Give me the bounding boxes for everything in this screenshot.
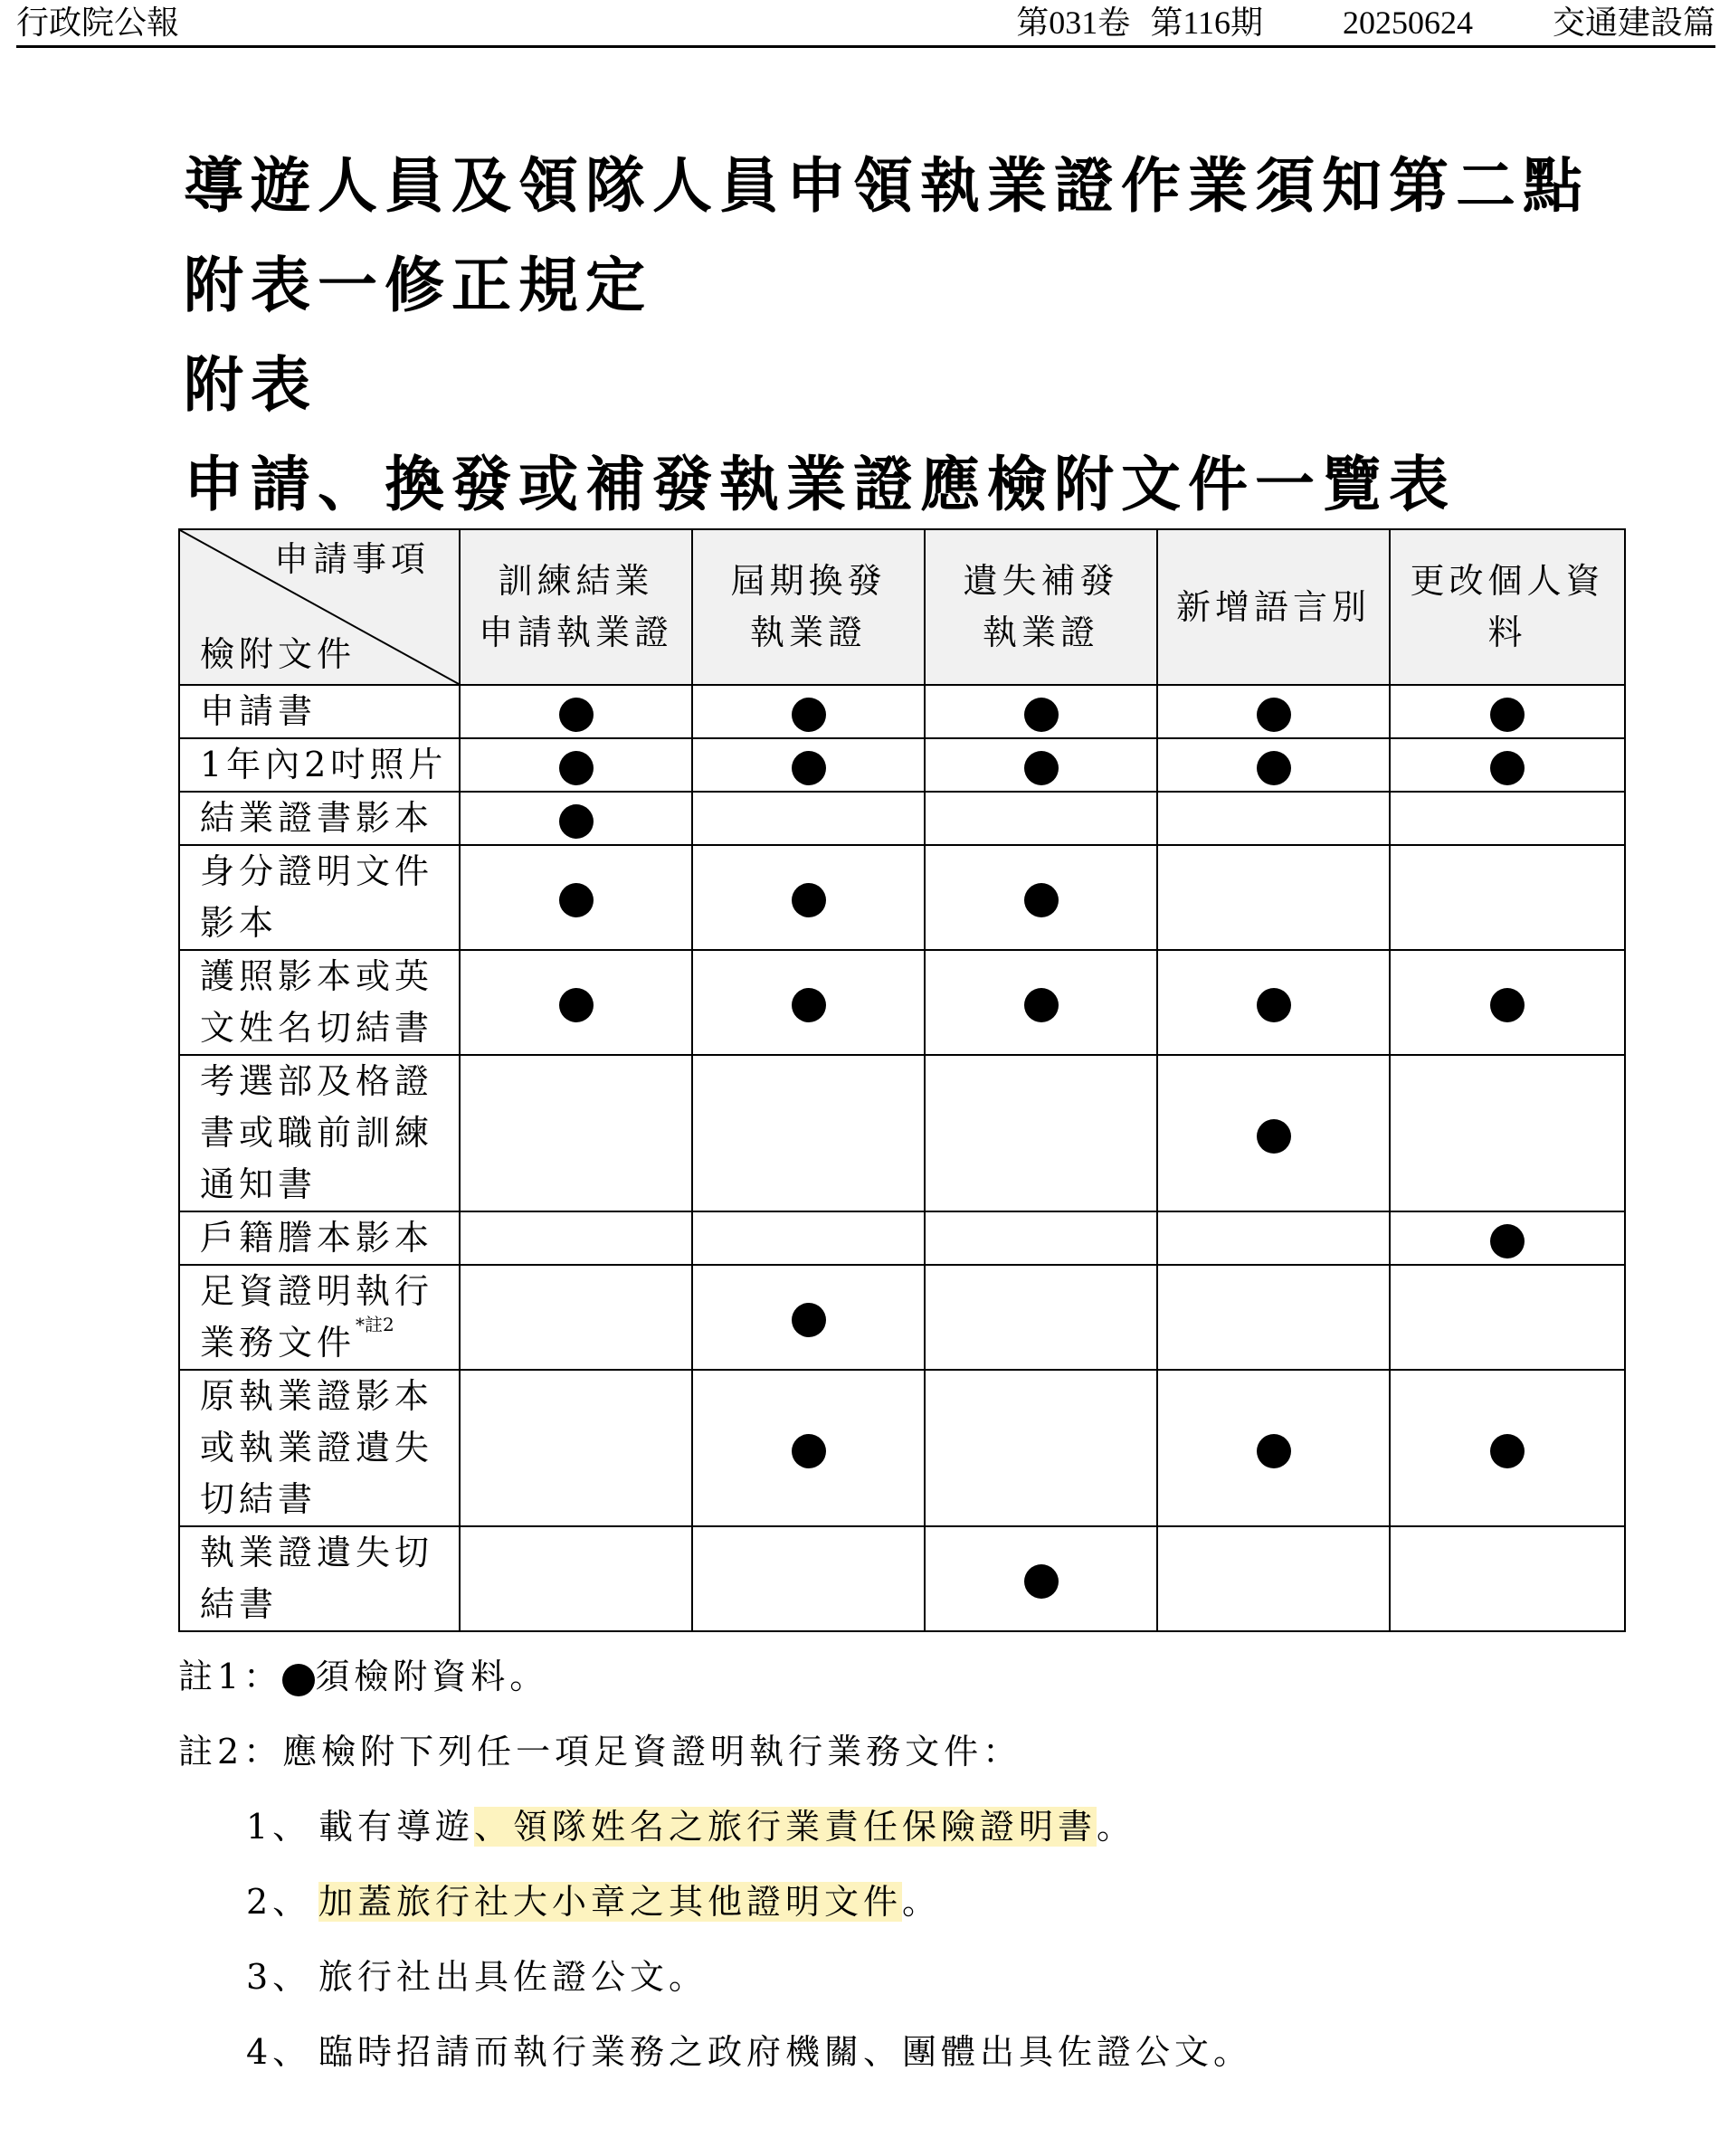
- column-header: [692, 529, 925, 685]
- document-name-cell: [179, 1265, 460, 1370]
- table-header-row: [179, 529, 1625, 685]
- requirement-cell: [1157, 1265, 1390, 1370]
- title-line-1: 導遊人員及領隊人員申領執業證作業須知第二點: [184, 150, 1590, 221]
- requirement-cell: [692, 792, 925, 845]
- requirement-cell: [1157, 1211, 1390, 1265]
- requirement-cell: [1390, 950, 1625, 1055]
- required-dot-icon: [1024, 883, 1059, 917]
- document-name-line: 戶籍謄本影本: [200, 1218, 434, 1258]
- required-dot-icon: [792, 1303, 826, 1337]
- requirement-cell: [1157, 1370, 1390, 1526]
- table-row: [179, 1370, 1625, 1526]
- requirement-cell: [692, 1370, 925, 1526]
- requirement-cell: [1390, 1265, 1625, 1370]
- requirement-cell: [692, 1211, 925, 1265]
- requirement-cell: [460, 792, 692, 845]
- document-name-line: [200, 1314, 459, 1369]
- required-dot-icon: [1490, 698, 1525, 732]
- column-header: [1390, 529, 1625, 685]
- document-name-line: 1年內2吋照片: [200, 745, 448, 784]
- requirement-cell: [1157, 792, 1390, 845]
- note-item-number: 4、: [246, 2032, 312, 2072]
- required-dot-icon: [1257, 751, 1291, 785]
- requirement-cell: [1390, 1211, 1625, 1265]
- requirement-cell: [925, 738, 1157, 792]
- required-dot-icon: [1490, 1434, 1525, 1468]
- note-item: [246, 1874, 941, 1923]
- column-header-line: 申請執業證: [478, 613, 673, 652]
- requirement-cell: [925, 1526, 1157, 1631]
- column-header-line: 訓練結業: [498, 561, 654, 601]
- document-name-cell: [179, 1055, 460, 1211]
- table-row: [179, 1526, 1625, 1631]
- required-dot-icon: [1024, 698, 1059, 732]
- table-row: [179, 950, 1625, 1055]
- required-dot-icon: [792, 988, 826, 1022]
- requirement-cell: [460, 950, 692, 1055]
- requirement-cell: [1390, 685, 1625, 738]
- document-name-cell: [179, 845, 460, 950]
- required-dot-icon: [792, 751, 826, 785]
- required-dot-icon: [559, 883, 594, 917]
- required-dot-icon: [1257, 1434, 1291, 1468]
- note-item: [246, 1949, 708, 1999]
- requirement-cell: [1157, 685, 1390, 738]
- requirement-cell: [692, 845, 925, 950]
- column-header-line: 遺失補發: [963, 561, 1119, 601]
- requirement-cell: [925, 1370, 1157, 1526]
- table-row: [179, 792, 1625, 845]
- column-header-line: 執業證: [749, 613, 867, 652]
- requirement-cell: [692, 1265, 925, 1370]
- requirement-cell: [692, 950, 925, 1055]
- requirement-cell: [1157, 950, 1390, 1055]
- document-name-text: 業務文件: [200, 1323, 356, 1363]
- requirement-cell: [460, 1211, 692, 1265]
- document-name-cell: [179, 792, 460, 845]
- document-name-line: 結業證書影本: [200, 798, 434, 838]
- document-name-line: 身分證明文件: [200, 851, 434, 891]
- corner-label-application: 申請事項: [273, 539, 430, 579]
- requirement-cell: [1390, 792, 1625, 845]
- table-row: [179, 1211, 1625, 1265]
- note-item: [246, 1799, 1135, 1848]
- column-header: [925, 529, 1157, 685]
- note-item: [246, 2024, 1252, 2074]
- note-item-number: 3、: [246, 1957, 312, 1997]
- section-name: 交通建設篇: [1552, 5, 1715, 41]
- requirement-cell: [1390, 1370, 1625, 1526]
- document-name-cell: [179, 1370, 460, 1526]
- document-name-cell: [179, 1526, 460, 1631]
- requirement-cell: [692, 1526, 925, 1631]
- column-header: [1157, 529, 1390, 685]
- required-dot-icon: [792, 883, 826, 917]
- requirement-cell: [1390, 1526, 1625, 1631]
- column-header-line: 屆期換發: [730, 561, 887, 601]
- bullet-dot-icon: [282, 1664, 315, 1696]
- page-header: [16, 0, 1715, 48]
- required-dot-icon: [1024, 988, 1059, 1022]
- note-item-text: 。: [1097, 1807, 1136, 1847]
- table-body: [179, 685, 1625, 1631]
- document-name-line: 或執業證遺失: [200, 1428, 434, 1467]
- requirement-cell: [925, 845, 1157, 950]
- requirement-cell: [460, 1526, 692, 1631]
- requirement-cell: [460, 1265, 692, 1370]
- title-line-3: 附表: [184, 349, 318, 420]
- document-name-line: 護照影本或英: [200, 956, 434, 996]
- corner-header-cell: [179, 529, 460, 685]
- note-1-text: 須檢附資料。: [315, 1657, 549, 1696]
- document-name-cell: [179, 685, 460, 738]
- document-title: [184, 136, 1631, 534]
- required-dot-icon: [1490, 1224, 1525, 1258]
- required-dot-icon: [792, 1434, 826, 1468]
- requirement-cell: [1390, 1055, 1625, 1211]
- requirement-cell: [692, 1055, 925, 1211]
- requirement-cell: [925, 685, 1157, 738]
- note-item-text: 臨時招請而執行業務之政府機關、團體出具佐證公文。: [318, 2032, 1253, 2072]
- requirement-cell: [460, 685, 692, 738]
- title-line-4: 申請、換發或補發執業證應檢附文件一覽表: [184, 449, 1456, 519]
- highlighted-text: 加蓋旅行社大小章之其他證明文件: [318, 1882, 903, 1922]
- document-name-line: 書或職前訓練: [200, 1113, 434, 1153]
- requirement-cell: [692, 738, 925, 792]
- requirement-cell: [1157, 1526, 1390, 1631]
- document-name-cell: [179, 950, 460, 1055]
- highlighted-text: 、領隊姓名之旅行業責任保險證明書: [474, 1807, 1097, 1847]
- required-dot-icon: [1490, 751, 1525, 785]
- requirement-cell: [1390, 738, 1625, 792]
- requirement-cell: [1390, 845, 1625, 950]
- required-dot-icon: [1024, 751, 1059, 785]
- requirement-cell: [925, 950, 1157, 1055]
- document-name-line: 考選部及格證: [200, 1061, 434, 1101]
- requirement-cell: [1157, 845, 1390, 950]
- column-header-line: 執業證: [982, 613, 1099, 652]
- required-dot-icon: [559, 751, 594, 785]
- title-line-2: 附表一修正規定: [184, 250, 652, 320]
- document-name-line: 結書: [200, 1584, 279, 1624]
- requirement-cell: [460, 1055, 692, 1211]
- document-name-line: 切結書: [200, 1479, 318, 1519]
- document-name-line: 文姓名切結書: [200, 1008, 434, 1048]
- requirement-cell: [925, 1211, 1157, 1265]
- requirement-cell: [925, 792, 1157, 845]
- required-dot-icon: [1257, 988, 1291, 1022]
- issue-date: 20250624: [1342, 5, 1473, 41]
- required-dot-icon: [559, 698, 594, 732]
- table-row: [179, 1055, 1625, 1211]
- table-row: [179, 1265, 1625, 1370]
- document-name-line: 足資證明執行: [200, 1271, 434, 1311]
- document-name-line: 原執業證影本: [200, 1376, 434, 1416]
- document-name-cell: [179, 738, 460, 792]
- required-dot-icon: [1257, 698, 1291, 732]
- document-name-cell: [179, 1211, 460, 1265]
- note-item-text: 。: [902, 1882, 942, 1922]
- requirement-cell: [692, 685, 925, 738]
- column-header-line: 新增語言別: [1175, 586, 1371, 627]
- requirement-cell: [1157, 1055, 1390, 1211]
- volume-number: 第031卷: [1016, 5, 1131, 41]
- column-header-line: 料: [1487, 613, 1527, 652]
- document-name-line: 通知書: [200, 1164, 318, 1204]
- footnote-reference: *註2: [356, 1314, 394, 1335]
- table-row: [179, 738, 1625, 792]
- document-name-line: 影本: [200, 903, 279, 943]
- required-documents-table: [178, 528, 1626, 1632]
- required-dot-icon: [792, 698, 826, 732]
- issue-info: [1016, 0, 1715, 45]
- requirement-cell: [925, 1055, 1157, 1211]
- requirement-cell: [460, 738, 692, 792]
- note-item-text: 旅行社出具佐證公文。: [318, 1957, 708, 1997]
- requirement-cell: [460, 845, 692, 950]
- document-name-line: 執業證遺失切: [200, 1533, 434, 1572]
- required-dot-icon: [559, 988, 594, 1022]
- required-dot-icon: [1257, 1119, 1291, 1154]
- publication-name: 行政院公報: [16, 5, 180, 41]
- note-1-prefix: 註1：: [178, 1657, 283, 1696]
- table-row: [179, 845, 1625, 950]
- note-item-number: 1、: [246, 1807, 312, 1847]
- required-dot-icon: [1490, 988, 1525, 1022]
- note-item-number: 2、: [246, 1882, 312, 1922]
- requirement-cell: [925, 1265, 1157, 1370]
- column-header: [460, 529, 692, 685]
- note-2: 註2：應檢附下列任一項足資證明執行業務文件：: [178, 1732, 1022, 1771]
- required-dot-icon: [559, 804, 594, 839]
- issue-number: 第116期: [1150, 5, 1263, 41]
- requirement-cell: [1157, 738, 1390, 792]
- note-1: [178, 1648, 548, 1698]
- column-header-line: 更改個人資: [1410, 561, 1605, 601]
- table-row: [179, 685, 1625, 738]
- document-name-line: 申請書: [200, 691, 318, 731]
- requirement-cell: [460, 1370, 692, 1526]
- required-dot-icon: [1024, 1564, 1059, 1599]
- note-item-text: 載有導遊: [318, 1807, 475, 1847]
- corner-label-documents: 檢附文件: [200, 634, 356, 674]
